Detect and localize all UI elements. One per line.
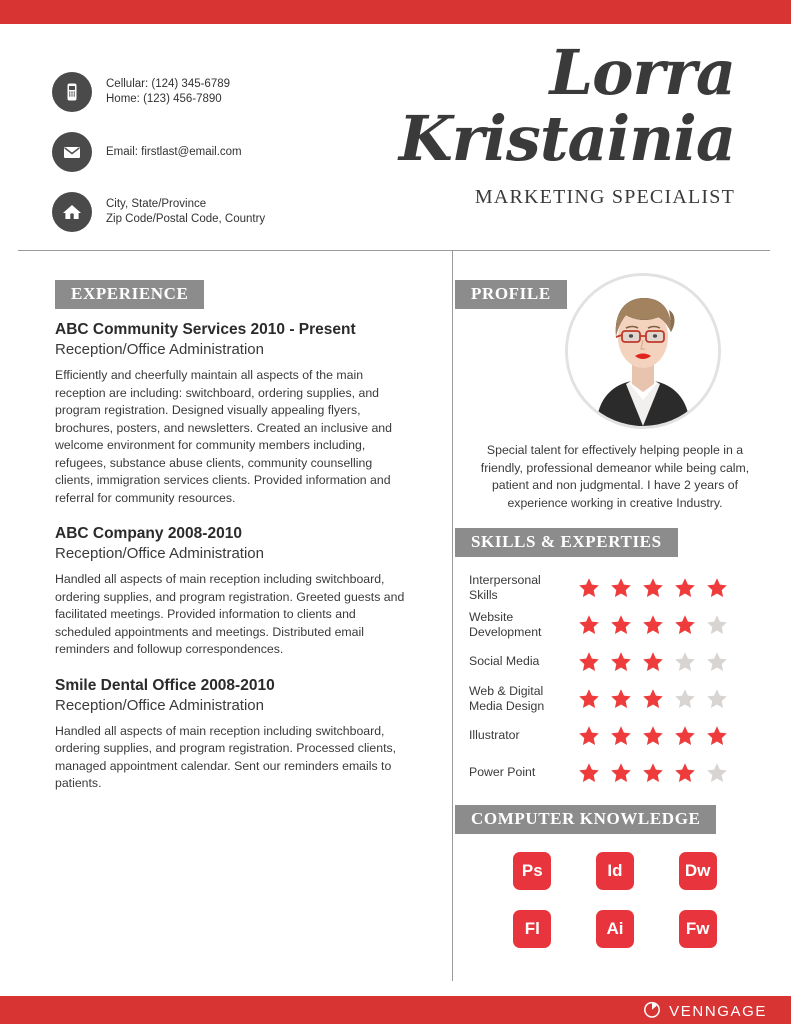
experience-item	[55, 321, 410, 507]
experience-item-title: ABC Community Services 2010 - Present	[55, 321, 356, 338]
skills-heading-label: SKILLS & EXPERTIES	[455, 528, 678, 557]
star-icon	[705, 613, 737, 637]
first-name: Lorra	[549, 36, 735, 109]
profile-heading-label: PROFILE	[455, 280, 567, 309]
skill-label: Illustrator	[469, 728, 520, 742]
header-divider	[18, 250, 770, 251]
job-title: MARKETING SPECIALIST	[474, 186, 735, 208]
skill-rating-stars	[577, 724, 737, 748]
software-badge-grid	[455, 852, 775, 948]
computer-knowledge-heading-label: COMPUTER KNOWLEDGE	[455, 805, 716, 834]
skill-row	[455, 643, 775, 680]
skill-label: Power Point	[469, 765, 536, 779]
skill-rating-stars	[577, 761, 737, 785]
mobile-phone-icon	[52, 72, 92, 112]
star-icon	[705, 650, 737, 674]
star-icon	[609, 613, 641, 637]
star-icon	[641, 576, 673, 600]
star-icon	[673, 761, 705, 785]
star-icon	[673, 613, 705, 637]
contact-address-text	[106, 197, 265, 227]
contact-city-line: City, State/Province	[106, 198, 207, 210]
star-icon	[673, 576, 705, 600]
star-icon	[577, 576, 609, 600]
skill-row	[455, 717, 775, 754]
computer-knowledge-heading	[455, 805, 775, 834]
envelope-icon	[52, 132, 92, 172]
skill-label: Social Media	[469, 654, 540, 668]
venngage-wordmark: VENNGAGE	[669, 1003, 767, 1020]
skills-list	[455, 569, 775, 791]
contact-zip-line: Zip Code/Postal Code, Country	[106, 213, 266, 225]
experience-item-title: Smile Dental Office 2008-2010	[55, 676, 275, 694]
skills-heading	[455, 528, 775, 557]
experience-item-title: ABC Company 2008-2010	[55, 525, 242, 542]
star-icon	[609, 687, 641, 711]
star-icon	[609, 650, 641, 674]
skill-label: Web & Digital Media Design	[469, 683, 545, 713]
star-icon	[705, 724, 737, 748]
star-icon	[577, 761, 609, 785]
venngage-logo-icon	[643, 1000, 661, 1023]
dreamweaver-icon: Dw	[679, 852, 717, 890]
star-icon	[705, 576, 737, 600]
star-icon	[609, 576, 641, 600]
home-icon	[52, 192, 92, 232]
star-icon	[673, 650, 705, 674]
experience-item	[55, 525, 410, 659]
contact-phone-text	[106, 77, 230, 107]
contact-email-line: Email: firstlast@email.com	[106, 145, 242, 158]
experience-item-role: Reception/Office Administration	[55, 341, 264, 358]
star-icon	[641, 687, 673, 711]
experience-item-role: Reception/Office Administration	[55, 545, 264, 562]
star-icon	[673, 687, 705, 711]
illustrator-icon: Ai	[596, 910, 634, 948]
star-icon	[673, 724, 705, 748]
avatar	[565, 273, 721, 429]
skill-rating-stars	[577, 687, 737, 711]
contact-email-text	[106, 145, 242, 160]
profile-heading-row	[455, 280, 775, 430]
star-icon	[577, 687, 609, 711]
experience-item-description: Handled all aspects of main reception including switchboard, ordering supplies, and program registration. Greeted guests and facilitated meetings. Provided information to clients and scheduled appointments and meetings. Distributed email reminders and followup correspondences.	[55, 572, 405, 656]
last-name: Kristainia	[398, 102, 735, 175]
star-icon	[577, 650, 609, 674]
star-icon	[641, 761, 673, 785]
star-icon	[641, 724, 673, 748]
skill-row	[455, 754, 775, 791]
sidebar-column	[455, 280, 775, 948]
contact-home-line: Home: (123) 456-7890	[106, 93, 222, 105]
skill-label: Website Development	[469, 609, 542, 639]
venngage-watermark	[643, 1000, 767, 1023]
star-icon	[641, 613, 673, 637]
star-icon	[705, 687, 737, 711]
skill-label: Interpersonal Skills	[469, 572, 541, 602]
skill-rating-stars	[577, 613, 737, 637]
experience-heading-label: EXPERIENCE	[55, 280, 204, 309]
flash-icon: Fl	[513, 910, 551, 948]
column-divider	[452, 251, 453, 981]
star-icon	[705, 761, 737, 785]
resume-header	[0, 24, 791, 250]
indesign-icon: Id	[596, 852, 634, 890]
experience-item	[55, 677, 410, 793]
experience-item-description: Efficiently and cheerfully maintain all aspects of the main reception are including: switchboard, ordering supplies, and program registration. Designed visually appealing flyers, brochures, posters, and newsletters. Created an inclusive and welcome environment for community members including, refugees, substance abuse clients, community counselling clients, immigration services clients. Provided information and referral for community resources.	[55, 368, 392, 505]
skill-rating-stars	[577, 576, 737, 600]
star-icon	[577, 724, 609, 748]
experience-item-role: Reception/Office Administration	[55, 696, 264, 714]
star-icon	[641, 650, 673, 674]
star-icon	[609, 724, 641, 748]
skill-rating-stars	[577, 650, 737, 674]
photoshop-icon: Ps	[513, 852, 551, 890]
skill-row	[455, 680, 775, 717]
fireworks-icon: Fw	[679, 910, 717, 948]
name-block	[315, 36, 735, 209]
experience-item-description: Handled all aspects of main reception including switchboard, ordering supplies, and program registration. Processed clients, managed appointment calendar. Sent our reminders emails to patients.	[55, 723, 397, 790]
top-accent-bar	[0, 0, 791, 24]
star-icon	[577, 613, 609, 637]
star-icon	[609, 761, 641, 785]
skill-row	[455, 569, 775, 606]
skill-row	[455, 606, 775, 643]
contact-cellular-line: Cellular: (124) 345-6789	[106, 78, 231, 90]
profile-summary: Special talent for effectively helping people in a friendly, professional demeanor while being calm, patient and non judgmental. I have 2 years of experience working in creative Industry.	[480, 443, 750, 510]
experience-column	[55, 280, 410, 811]
experience-heading	[55, 280, 410, 309]
